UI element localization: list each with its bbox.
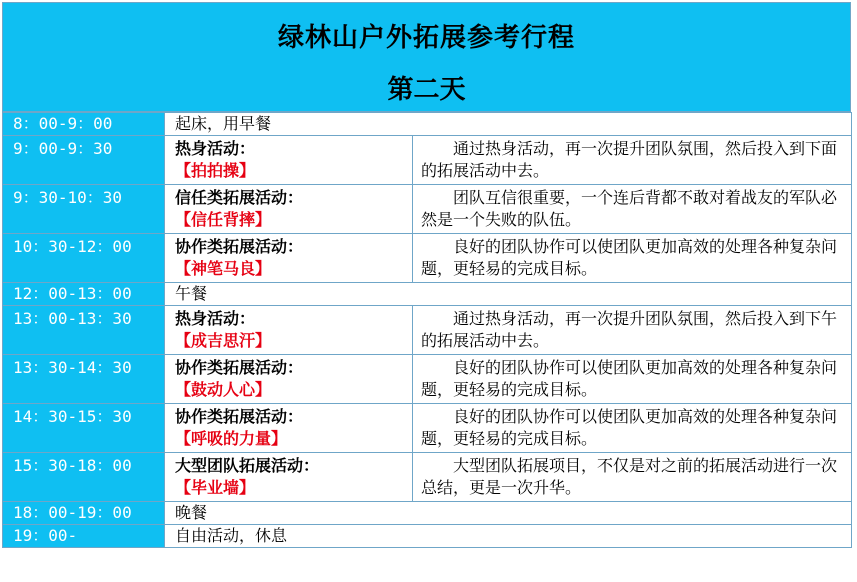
activity-description: 良好的团队协作可以使团队更加高效的处理各种复杂问题，更轻易的完成目标。 <box>421 237 838 278</box>
activity-cell <box>165 404 413 453</box>
description-cell <box>413 185 852 234</box>
time-cell: 12：00-13：00 <box>3 283 165 306</box>
time-cell: 9：30-10：30 <box>3 185 165 234</box>
activity-title: 热身活动： <box>175 139 256 158</box>
description-cell <box>413 404 852 453</box>
activity-description: 通过热身活动，再一次提升团队氛围，然后投入到下面的拓展活动中去。 <box>421 139 838 180</box>
table-row <box>3 525 852 548</box>
description-cell <box>413 355 852 404</box>
activity-name: 【拍拍操】 <box>175 161 256 180</box>
time-cell: 19：00- <box>3 525 165 548</box>
description-cell <box>413 234 852 283</box>
activity-cell <box>165 234 413 283</box>
activity-cell: 自由活动，休息 <box>165 525 852 548</box>
schedule-table <box>2 112 852 548</box>
time-cell: 8：00-9：00 <box>3 113 165 136</box>
time-cell: 13：30-14：30 <box>3 355 165 404</box>
activity-name: 【信任背摔】 <box>175 210 272 229</box>
description-cell <box>413 136 852 185</box>
activity-description: 良好的团队协作可以使团队更加高效的处理各种复杂问题，更轻易的完成目标。 <box>421 358 838 399</box>
time-cell: 18：00-19：00 <box>3 502 165 525</box>
activity-cell <box>165 306 413 355</box>
table-row <box>3 136 852 185</box>
activity-cell: 午餐 <box>165 283 852 306</box>
activity-cell: 晚餐 <box>165 502 852 525</box>
activity-name: 【神笔马良】 <box>175 259 272 278</box>
time-cell: 15：30-18：00 <box>3 453 165 502</box>
activity-title: 热身活动： <box>175 309 256 328</box>
time-cell: 14：30-15：30 <box>3 404 165 453</box>
table-row <box>3 234 852 283</box>
time-cell: 10：30-12：00 <box>3 234 165 283</box>
activity-cell <box>165 136 413 185</box>
activity-title: 协作类拓展活动： <box>175 358 304 377</box>
table-row <box>3 453 852 502</box>
table-row <box>3 185 852 234</box>
table-row <box>3 283 852 306</box>
description-cell <box>413 306 852 355</box>
activity-description: 通过热身活动，再一次提升团队氛围，然后投入到下午的拓展活动中去。 <box>421 309 838 350</box>
time-cell: 9：00-9：30 <box>3 136 165 185</box>
activity-title: 协作类拓展活动： <box>175 407 304 426</box>
activity-title: 大型团队拓展活动： <box>175 456 320 475</box>
activity-name: 【成吉思汗】 <box>175 331 272 350</box>
activity-cell <box>165 185 413 234</box>
activity-description: 良好的团队协作可以使团队更加高效的处理各种复杂问题，更轻易的完成目标。 <box>421 407 838 448</box>
time-cell: 13：00-13：30 <box>3 306 165 355</box>
table-row <box>3 355 852 404</box>
description-cell <box>413 453 852 502</box>
activity-name: 【鼓动人心】 <box>175 380 272 399</box>
activity-title: 信任类拓展活动： <box>175 188 304 207</box>
table-row <box>3 113 852 136</box>
itinerary-title: 绿林山户外拓展参考行程 <box>277 23 575 53</box>
activity-cell <box>165 453 413 502</box>
day-label: 第二天 <box>387 75 466 105</box>
table-row <box>3 404 852 453</box>
activity-description: 大型团队拓展项目，不仅是对之前的拓展活动进行一次总结，更是一次升华。 <box>421 456 838 497</box>
activity-description: 团队互信很重要，一个连后背都不敢对着战友的军队必然是一个失败的队伍。 <box>421 188 838 229</box>
activity-cell: 起床，用早餐 <box>165 113 852 136</box>
table-row <box>3 502 852 525</box>
activity-title: 协作类拓展活动： <box>175 237 304 256</box>
table-row <box>3 306 852 355</box>
activity-cell <box>165 355 413 404</box>
itinerary-sheet <box>2 2 851 576</box>
activity-name: 【呼吸的力量】 <box>175 429 288 448</box>
activity-name: 【毕业墙】 <box>175 478 256 497</box>
itinerary-header <box>2 2 851 112</box>
